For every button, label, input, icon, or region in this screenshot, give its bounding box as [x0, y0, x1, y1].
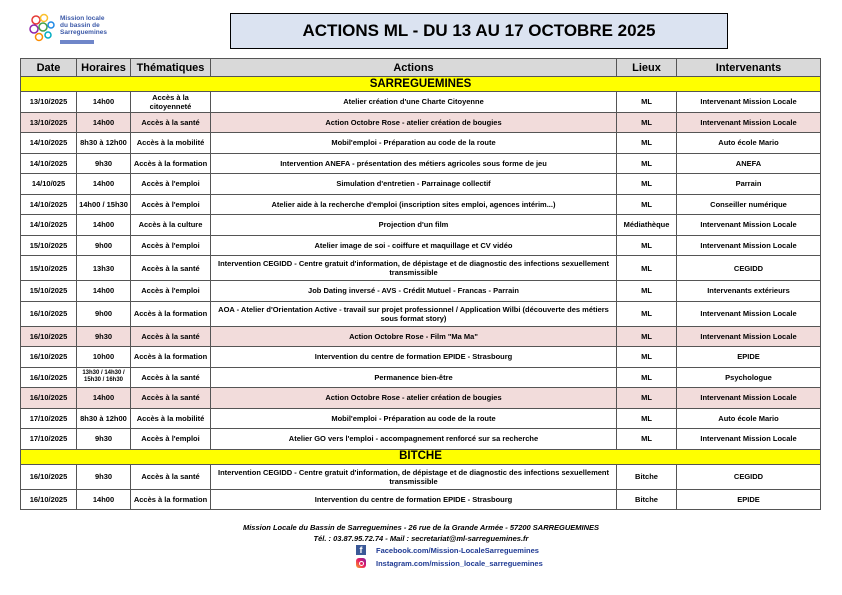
- cell-date: 16/10/2025: [21, 489, 77, 510]
- logo-text: Mission locale du bassin de Sarreguemines: [60, 15, 107, 36]
- cell-action: Intervention CEGIDD - Centre gratuit d'information, de dépistage et de diagnostic des infections sexuellement transmissible: [211, 256, 617, 281]
- cell-speaker: Psychologue: [677, 367, 821, 388]
- cell-date: 16/10/2025: [21, 326, 77, 347]
- table-row: [21, 326, 821, 347]
- cell-action: Atelier création d'une Charte Citoyenne: [211, 92, 617, 113]
- footer-address: Mission Locale du Bassin de Sarreguemines - 26 rue de la Grande Armée - 57200 SARREGUEMINES: [242, 523, 600, 532]
- column-header-date: Date: [21, 59, 77, 77]
- cell-place: ML: [617, 301, 677, 326]
- cell-action: Projection d'un film: [211, 215, 617, 236]
- cell-time: 9h30: [77, 464, 131, 489]
- cell-action: Action Octobre Rose - atelier création de bougies: [211, 112, 617, 133]
- cell-speaker: CEGIDD: [677, 464, 821, 489]
- cell-speaker: Auto école Mario: [677, 408, 821, 429]
- cell-time: 9h30: [77, 153, 131, 174]
- cell-speaker: EPIDE: [677, 347, 821, 368]
- cell-date: 15/10/2025: [21, 235, 77, 256]
- cell-place: ML: [617, 388, 677, 409]
- cell-date: 15/10/2025: [21, 256, 77, 281]
- cell-speaker: Parrain: [677, 174, 821, 195]
- cell-theme: Accès à la santé: [131, 326, 211, 347]
- cell-place: ML: [617, 281, 677, 302]
- cell-date: 14/10/2025: [21, 215, 77, 236]
- cell-place: ML: [617, 408, 677, 429]
- page-title: ACTIONS ML - DU 13 AU 17 OCTOBRE 2025: [230, 13, 728, 49]
- instagram-url[interactable]: Instagram.com/mission_locale_sarreguemines: [376, 558, 543, 568]
- logo-bar: [60, 40, 94, 44]
- cell-date: 13/10/2025: [21, 92, 77, 113]
- cell-place: ML: [617, 367, 677, 388]
- cell-place: ML: [617, 174, 677, 195]
- cell-time: 14h00 / 15h30: [77, 194, 131, 215]
- cell-time: 14h00: [77, 489, 131, 510]
- cell-place: ML: [617, 256, 677, 281]
- instagram-icon: [356, 558, 366, 568]
- cell-theme: Accès à l'emploi: [131, 235, 211, 256]
- column-header-action: Actions: [211, 59, 617, 77]
- table-row: [21, 281, 821, 302]
- cell-speaker: Intervenant Mission Locale: [677, 301, 821, 326]
- cell-action: Atelier GO vers l'emploi - accompagnement renforcé sur sa recherche: [211, 429, 617, 450]
- cell-place: ML: [617, 92, 677, 113]
- cell-theme: Accès à la santé: [131, 388, 211, 409]
- table-row: [21, 174, 821, 195]
- cell-time: 14h00: [77, 388, 131, 409]
- table-row: [21, 92, 821, 113]
- cell-theme: Accès à la santé: [131, 256, 211, 281]
- cell-place: ML: [617, 429, 677, 450]
- cell-theme: Accès à la formation: [131, 347, 211, 368]
- cell-action: Intervention du centre de formation EPIDE - Strasbourg: [211, 489, 617, 510]
- table-row: [21, 301, 821, 326]
- cell-theme: Accès à la formation: [131, 153, 211, 174]
- section-title: SARREGUEMINES: [21, 77, 821, 92]
- cell-date: 16/10/2025: [21, 388, 77, 409]
- facebook-link[interactable]: [356, 545, 539, 555]
- table-row: [21, 215, 821, 236]
- cell-date: 15/10/2025: [21, 281, 77, 302]
- section-row: [21, 449, 821, 464]
- cell-date: 14/10/025: [21, 174, 77, 195]
- cell-theme: Accès à l'emploi: [131, 174, 211, 195]
- cell-theme: Accès à la mobilité: [131, 133, 211, 154]
- cell-place: ML: [617, 112, 677, 133]
- table-row: [21, 194, 821, 215]
- table-row: [21, 408, 821, 429]
- table-row: [21, 464, 821, 489]
- cell-action: Atelier image de soi - coiffure et maquillage et CV vidéo: [211, 235, 617, 256]
- column-header-speaker: Intervenants: [677, 59, 821, 77]
- cell-time: 8h30 à 12h00: [77, 133, 131, 154]
- cell-place: ML: [617, 153, 677, 174]
- cell-time: 8h30 à 12h00: [77, 408, 131, 429]
- table-row: [21, 388, 821, 409]
- cell-theme: Accès à la citoyenneté: [131, 92, 211, 113]
- cell-theme: Accès à la santé: [131, 464, 211, 489]
- cell-action: Permanence bien-être: [211, 367, 617, 388]
- cell-action: Intervention CEGIDD - Centre gratuit d'information, de dépistage et de diagnostic des infections sexuellement transmissible: [211, 464, 617, 489]
- cell-action: Intervention du centre de formation EPIDE - Strasbourg: [211, 347, 617, 368]
- table-row: [21, 367, 821, 388]
- cell-theme: Accès à la formation: [131, 489, 211, 510]
- table-row: [21, 347, 821, 368]
- cell-speaker: Intervenant Mission Locale: [677, 215, 821, 236]
- cell-speaker: Intervenant Mission Locale: [677, 388, 821, 409]
- cell-theme: Accès à la culture: [131, 215, 211, 236]
- cell-speaker: CEGIDD: [677, 256, 821, 281]
- cell-place: ML: [617, 194, 677, 215]
- footer-contact: Tél. : 03.87.95.72.74 - Mail : secretariat@ml-sarreguemines.fr: [313, 534, 529, 543]
- cell-time: 13h30: [77, 256, 131, 281]
- cell-speaker: EPIDE: [677, 489, 821, 510]
- column-header-place: Lieux: [617, 59, 677, 77]
- cell-action: AOA - Atelier d'Orientation Active - travail sur projet professionnel / Application Wilbi (découverte des métiers sous format story): [211, 301, 617, 326]
- cell-date: 14/10/2025: [21, 133, 77, 154]
- cell-place: ML: [617, 347, 677, 368]
- cell-time: 14h00: [77, 215, 131, 236]
- cell-speaker: Intervenant Mission Locale: [677, 92, 821, 113]
- cell-speaker: ANEFA: [677, 153, 821, 174]
- cell-time: 14h00: [77, 281, 131, 302]
- cell-date: 14/10/2025: [21, 194, 77, 215]
- cell-time: 14h00: [77, 92, 131, 113]
- cell-time: 10h00: [77, 347, 131, 368]
- cell-speaker: Intervenant Mission Locale: [677, 112, 821, 133]
- cell-theme: Accès à la santé: [131, 367, 211, 388]
- cell-speaker: Intervenant Mission Locale: [677, 235, 821, 256]
- table-row: [21, 489, 821, 510]
- table-row: [21, 256, 821, 281]
- cell-action: Job Dating inversé - AVS - Crédit Mutuel - Francas - Parrain: [211, 281, 617, 302]
- cell-time: 9h00: [77, 235, 131, 256]
- cell-time: 9h30: [77, 326, 131, 347]
- cell-place: ML: [617, 326, 677, 347]
- cell-action: Action Octobre Rose - Film "Ma Ma": [211, 326, 617, 347]
- table-row: [21, 112, 821, 133]
- table-row: [21, 153, 821, 174]
- cell-date: 16/10/2025: [21, 301, 77, 326]
- cell-date: 17/10/2025: [21, 408, 77, 429]
- cell-time: 13h30 / 14h30 / 15h30 / 16h30: [77, 367, 131, 388]
- cell-time: 9h30: [77, 429, 131, 450]
- instagram-link[interactable]: [356, 558, 543, 568]
- cell-place: ML: [617, 235, 677, 256]
- cell-theme: Accès à l'emploi: [131, 194, 211, 215]
- cell-place: Bitche: [617, 464, 677, 489]
- cell-theme: Accès à l'emploi: [131, 429, 211, 450]
- cell-speaker: Conseiller numérique: [677, 194, 821, 215]
- cell-time: 14h00: [77, 112, 131, 133]
- cell-speaker: Auto école Mario: [677, 133, 821, 154]
- cell-action: Mobil'emploi - Préparation au code de la route: [211, 133, 617, 154]
- cell-action: Atelier aide à la recherche d'emploi (inscription sites emploi, agences intérim...): [211, 194, 617, 215]
- cell-time: 9h00: [77, 301, 131, 326]
- cell-action: Action Octobre Rose - atelier création de bougies: [211, 388, 617, 409]
- facebook-url[interactable]: Facebook.com/Mission-LocaleSarreguemines: [376, 545, 539, 555]
- cell-place: Bitche: [617, 489, 677, 510]
- cell-action: Intervention ANEFA - présentation des métiers agricoles sous forme de jeu: [211, 153, 617, 174]
- cell-date: 14/10/2025: [21, 153, 77, 174]
- column-header-theme: Thématiques: [131, 59, 211, 77]
- cell-action: Mobil'emploi - Préparation au code de la route: [211, 408, 617, 429]
- table-row: [21, 133, 821, 154]
- cell-date: 16/10/2025: [21, 347, 77, 368]
- cell-theme: Accès à la mobilité: [131, 408, 211, 429]
- facebook-icon: f: [356, 545, 366, 555]
- logo-circles-icon: [28, 12, 58, 48]
- cell-place: Médiathèque: [617, 215, 677, 236]
- cell-theme: Accès à la formation: [131, 301, 211, 326]
- table-header-row: [21, 59, 821, 77]
- cell-action: Simulation d'entretien - Parrainage collectif: [211, 174, 617, 195]
- column-header-time: Horaires: [77, 59, 131, 77]
- cell-speaker: Intervenant Mission Locale: [677, 429, 821, 450]
- cell-date: 16/10/2025: [21, 367, 77, 388]
- cell-speaker: Intervenants extérieurs: [677, 281, 821, 302]
- cell-place: ML: [617, 133, 677, 154]
- cell-date: 13/10/2025: [21, 112, 77, 133]
- cell-time: 14h00: [77, 174, 131, 195]
- cell-date: 16/10/2025: [21, 464, 77, 489]
- cell-theme: Accès à la santé: [131, 112, 211, 133]
- actions-table: [20, 58, 821, 510]
- section-row: [21, 77, 821, 92]
- cell-speaker: Intervenant Mission Locale: [677, 326, 821, 347]
- cell-theme: Accès à l'emploi: [131, 281, 211, 302]
- cell-date: 17/10/2025: [21, 429, 77, 450]
- table-row: [21, 429, 821, 450]
- section-title: BITCHE: [21, 449, 821, 464]
- table-row: [21, 235, 821, 256]
